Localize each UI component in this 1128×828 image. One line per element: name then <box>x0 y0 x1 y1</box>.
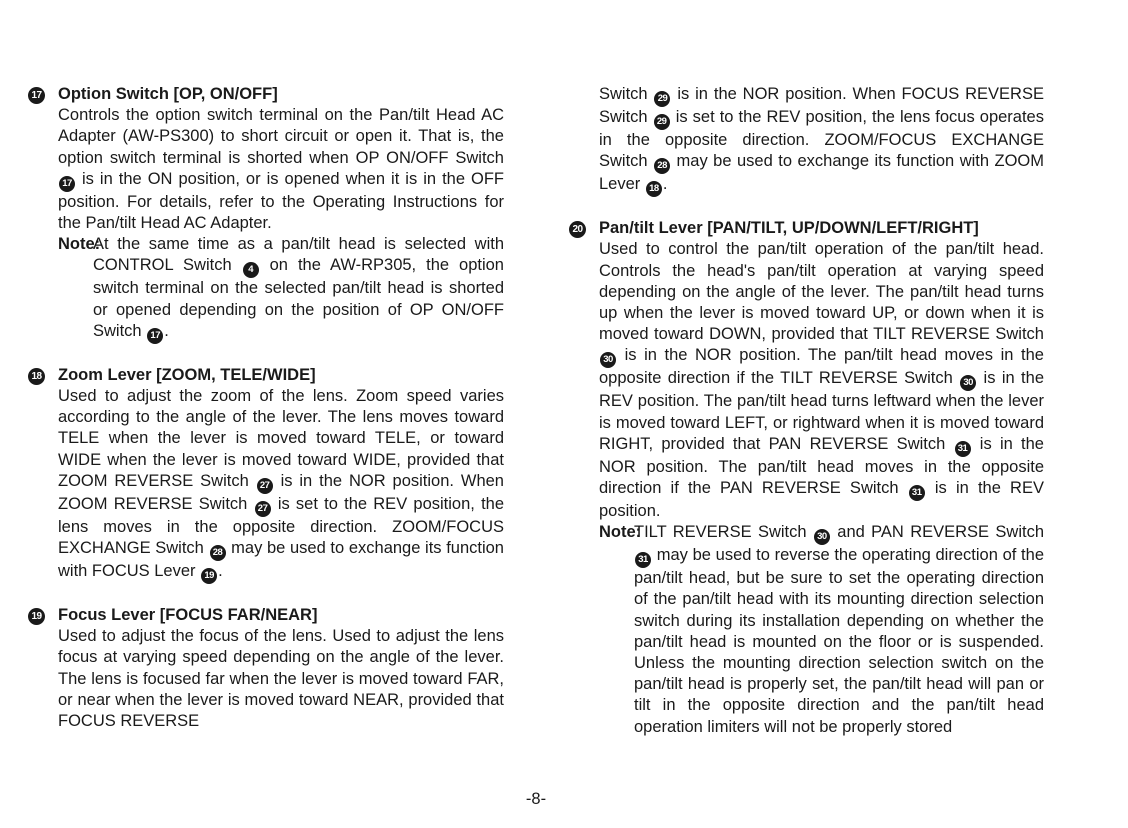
body-text: is in the NOR position. The pan/tilt head moves in the opposite direction if the PAN REVERSE Switch <box>599 434 1044 498</box>
body-text: is in the NOR position. When ZOOM REVERSE Switch <box>58 471 504 513</box>
body-text: Controls the option switch terminal on the Pan/tilt Head AC Adapter (AW-PS300) to short circuit or open it. That is, the option switch terminal is shorted when OP ON/OFF Switch <box>58 106 504 167</box>
section-option-switch <box>28 84 504 344</box>
reference-badge: 30 <box>600 352 616 368</box>
body-text: is in the REV position. <box>599 479 1044 521</box>
reference-badge: 4 <box>243 262 259 278</box>
reference-badge: 31 <box>909 485 925 501</box>
reference-badge: 30 <box>960 375 976 391</box>
section-title: Pan/tilt Lever [PAN/TILT, UP/DOWN/LEFT/RIGHT] <box>599 219 979 238</box>
body-text: is in the NOR position. When FOCUS REVERSE Switch <box>599 85 1044 126</box>
body-text: . <box>662 175 668 194</box>
body-text: is in the ON position, or is opened when it is in the OFF position. For details, refer to the Operating Instructions for the Pan/tilt Head AC Adapter. <box>58 169 504 233</box>
reference-badge: 27 <box>255 501 271 517</box>
body-text: . <box>218 562 223 581</box>
reference-badge: 31 <box>635 552 651 568</box>
item-number-badge: 17 <box>28 87 45 104</box>
note-text: on the AW-RP305, the option switch terminal on the selected pan/tilt head is shorted or opened depending on the position of OP ON/OFF Switch <box>93 256 504 340</box>
section-focus-lever-continued <box>569 84 1044 197</box>
note-text: . <box>164 321 169 340</box>
reference-badge: 27 <box>257 478 273 494</box>
reference-badge: 30 <box>814 529 830 545</box>
body-text: Used to adjust the zoom of the lens. Zoom speed varies according to the angle of the lever. The lens moves toward TELE when the lever is moved toward TELE, or toward WIDE when the lever is moved toward WIDE, provided that ZOOM REVERSE Switch <box>58 387 504 490</box>
body-text: Used to adjust the focus of the lens. Used to adjust the lens focus at varying speed depending on the angle of the lever. The lens is focused far when the lever is moved toward FAR, or near when the lever is moved toward NEAR, provided that FOCUS REVERSE <box>58 627 504 731</box>
section-zoom-lever <box>28 365 504 584</box>
reference-badge: 29 <box>654 91 670 107</box>
reference-badge: 31 <box>955 441 971 457</box>
note-label: Note: <box>599 523 642 542</box>
body-text: may be used to exchange its function with ZOOM Lever <box>599 152 1044 194</box>
item-number-badge: 19 <box>28 608 45 625</box>
item-number-badge: 18 <box>28 368 45 385</box>
section-title: Zoom Lever [ZOOM, TELE/WIDE] <box>58 365 316 384</box>
section-body <box>58 105 504 234</box>
body-text: is set to the REV position, the lens focus operates in the opposite direction. ZOOM/FOCUS EXCHANGE Switch <box>599 108 1044 171</box>
body-text: Switch <box>599 85 648 103</box>
right-column <box>569 84 1044 738</box>
body-text: is in the NOR position. The pan/tilt head moves in the opposite direction if the TILT REVERSE Switch <box>599 346 1044 388</box>
note-text: TILT REVERSE Switch <box>634 523 807 542</box>
note-block <box>599 522 1044 738</box>
page-number: -8- <box>525 790 547 808</box>
note-text: At the same time as a pan/tilt head is selected with CONTROL Switch <box>93 235 504 275</box>
body-text: is set to the REV position, the lens moves in the opposite direction. ZOOM/FOCUS EXCHANGE Switch <box>58 494 505 558</box>
section-title: Focus Lever [FOCUS FAR/NEAR] <box>58 606 318 625</box>
reference-badge: 28 <box>654 158 670 174</box>
note-label: Note: <box>58 235 101 254</box>
reference-badge: 17 <box>59 176 75 192</box>
body-text: Used to control the pan/tilt operation of the pan/tilt head. Controls the head's pan/tilt operation at varying speed depending on the angle of the lever. The pan/tilt head turns up when the lever is moved toward UP, or down when it is moved toward DOWN, provided that TILT REVERSE Switch <box>599 240 1044 344</box>
reference-badge: 28 <box>210 545 226 561</box>
section-body <box>58 626 504 732</box>
section-title: Option Switch [OP, ON/OFF] <box>58 85 278 103</box>
item-number-badge: 20 <box>569 221 586 238</box>
note-block <box>58 234 504 344</box>
body-text: is in the REV position. The pan/tilt head turns leftward when the lever is moved toward LEFT, or rightward when it is moved toward RIGHT, provided that PAN REVERSE Switch <box>599 369 1044 453</box>
section-body <box>599 239 1044 522</box>
reference-badge: 17 <box>147 328 163 344</box>
left-column <box>28 84 504 732</box>
body-text: may be used to exchange its function with FOCUS Lever <box>58 539 504 581</box>
reference-badge: 19 <box>201 568 217 584</box>
reference-badge: 18 <box>646 181 662 197</box>
section-body <box>58 386 504 584</box>
note-text: may be used to reverse the operating direction of the pan/tilt head, but be sure to set the operating direction of the pan/tilt head with its mounting direction selection switch during its installation depending on whether the pan/tilt head is mounted on the floor or is suspended. Unless the mounting direction selection switch on the pan/tilt head is properly set, the pan/tilt head will pan or tilt in the opposite direction and the pan/tilt head operation limiters will not be properly stored <box>634 546 1044 736</box>
section-pan-tilt-lever <box>569 218 1044 738</box>
section-focus-lever <box>28 605 504 732</box>
note-text: and PAN REVERSE Switch <box>837 523 1044 542</box>
reference-badge: 29 <box>654 114 670 130</box>
section-body <box>599 84 1044 197</box>
